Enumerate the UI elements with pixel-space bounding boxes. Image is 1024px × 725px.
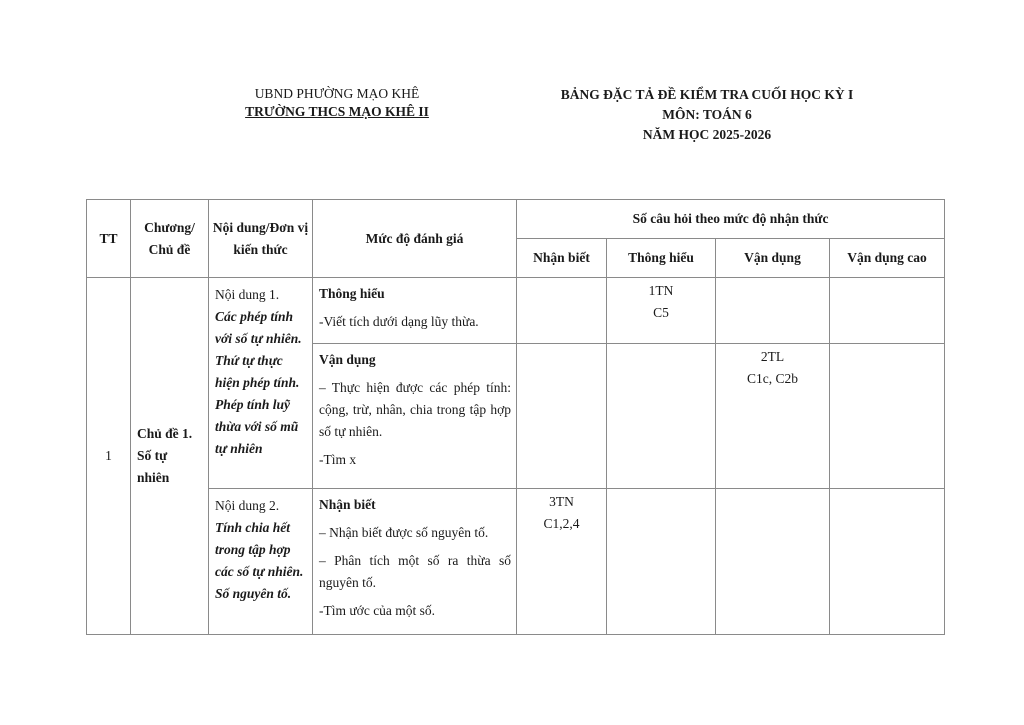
assessment-line: -Tìm x (319, 452, 357, 467)
question-count: 2TL (760, 349, 785, 364)
count-application (716, 489, 830, 635)
count-understanding (607, 489, 716, 635)
specification-table (86, 199, 945, 635)
count-recognition (517, 489, 607, 635)
header-level-understanding: Thông hiểu (607, 239, 716, 278)
assessment-level-label: Nhận biết (319, 497, 376, 512)
content-unit-1 (209, 278, 313, 489)
count-application (716, 344, 830, 489)
unit-name: Tính chia hết trong tập hợp các số tự nhiên. Số nguyên tố. (215, 520, 304, 601)
count-understanding (607, 344, 716, 489)
assessment-line: -Tìm ước của một số. (319, 603, 436, 618)
count-recognition (517, 344, 607, 489)
count-advanced-application (830, 489, 945, 635)
header-chapter (131, 200, 209, 278)
document-title-block (530, 85, 884, 145)
unit-title: Nội dung 2. (215, 498, 280, 513)
assessment-line: – Nhận biết được số nguyên tố. (319, 525, 489, 540)
header-content-unit: Nội dung/Đơn vị kiến thức (209, 200, 313, 278)
unit-name: Các phép tính với số tự nhiên. Thứ tự thực hiện phép tính. Phép tính luỹ thừa với số mũ tự nhiên (215, 309, 302, 456)
assessment-line: – Thực hiện được các phép tính: cộng, trừ, nhân, chia trong tập hợp số tự nhiên. (319, 380, 511, 439)
count-advanced-application (830, 344, 945, 489)
school-name: TRƯỜNG THCS MẠO KHÊ II (245, 104, 429, 119)
question-count: 1TN (648, 283, 674, 298)
count-recognition (517, 278, 607, 344)
header-chapter-line1: Chương/ (144, 219, 195, 235)
header-tt: TT (87, 200, 131, 278)
issuer-block (232, 85, 442, 121)
header-chapter-line2: Chủ đề (148, 241, 191, 257)
assessment-line: – Phân tích một số ra thừa số nguyên tố. (319, 553, 511, 590)
header-level-recognition: Nhận biết (517, 239, 607, 278)
header-level-advanced-application: Vận dụng cao (830, 239, 945, 278)
content-unit-2 (209, 489, 313, 635)
table-row (87, 489, 945, 635)
topic-line1: Chủ đề 1. (137, 426, 193, 441)
header-assessment-level: Mức độ đánh giá (313, 200, 517, 278)
table-row (87, 278, 945, 344)
subject-line: MÔN: TOÁN 6 (662, 107, 752, 122)
question-ref: C5 (653, 305, 669, 320)
header-level-application: Vận dụng (716, 239, 830, 278)
question-ref: C1c, C2b (746, 371, 798, 386)
count-application (716, 278, 830, 344)
unit-title: Nội dung 1. (215, 287, 280, 302)
count-understanding (607, 278, 716, 344)
topic-line3: nhiên (137, 470, 170, 485)
topic-cell (131, 278, 209, 635)
assessment-level-label: Vận dụng (319, 352, 376, 367)
question-count: 3TN (549, 494, 574, 509)
assessment-cell (313, 344, 517, 489)
topic-line2: Số tự (137, 448, 168, 463)
header-question-count-group: Số câu hỏi theo mức độ nhận thức (517, 200, 945, 239)
assessment-line: -Viết tích dưới dạng lũy thừa. (319, 314, 479, 329)
assessment-cell (313, 278, 517, 344)
question-ref: C1,2,4 (543, 516, 580, 531)
assessment-cell (313, 489, 517, 635)
row-number: 1 (87, 278, 131, 635)
assessment-level-label: Thông hiểu (319, 286, 385, 301)
authority-name: UBND PHƯỜNG MẠO KHÊ (254, 86, 420, 101)
school-year: NĂM HỌC 2025-2026 (642, 127, 772, 142)
document-title: BẢNG ĐẶC TẢ ĐỀ KIỂM TRA CUỐI HỌC KỲ I (560, 87, 854, 102)
count-advanced-application (830, 278, 945, 344)
